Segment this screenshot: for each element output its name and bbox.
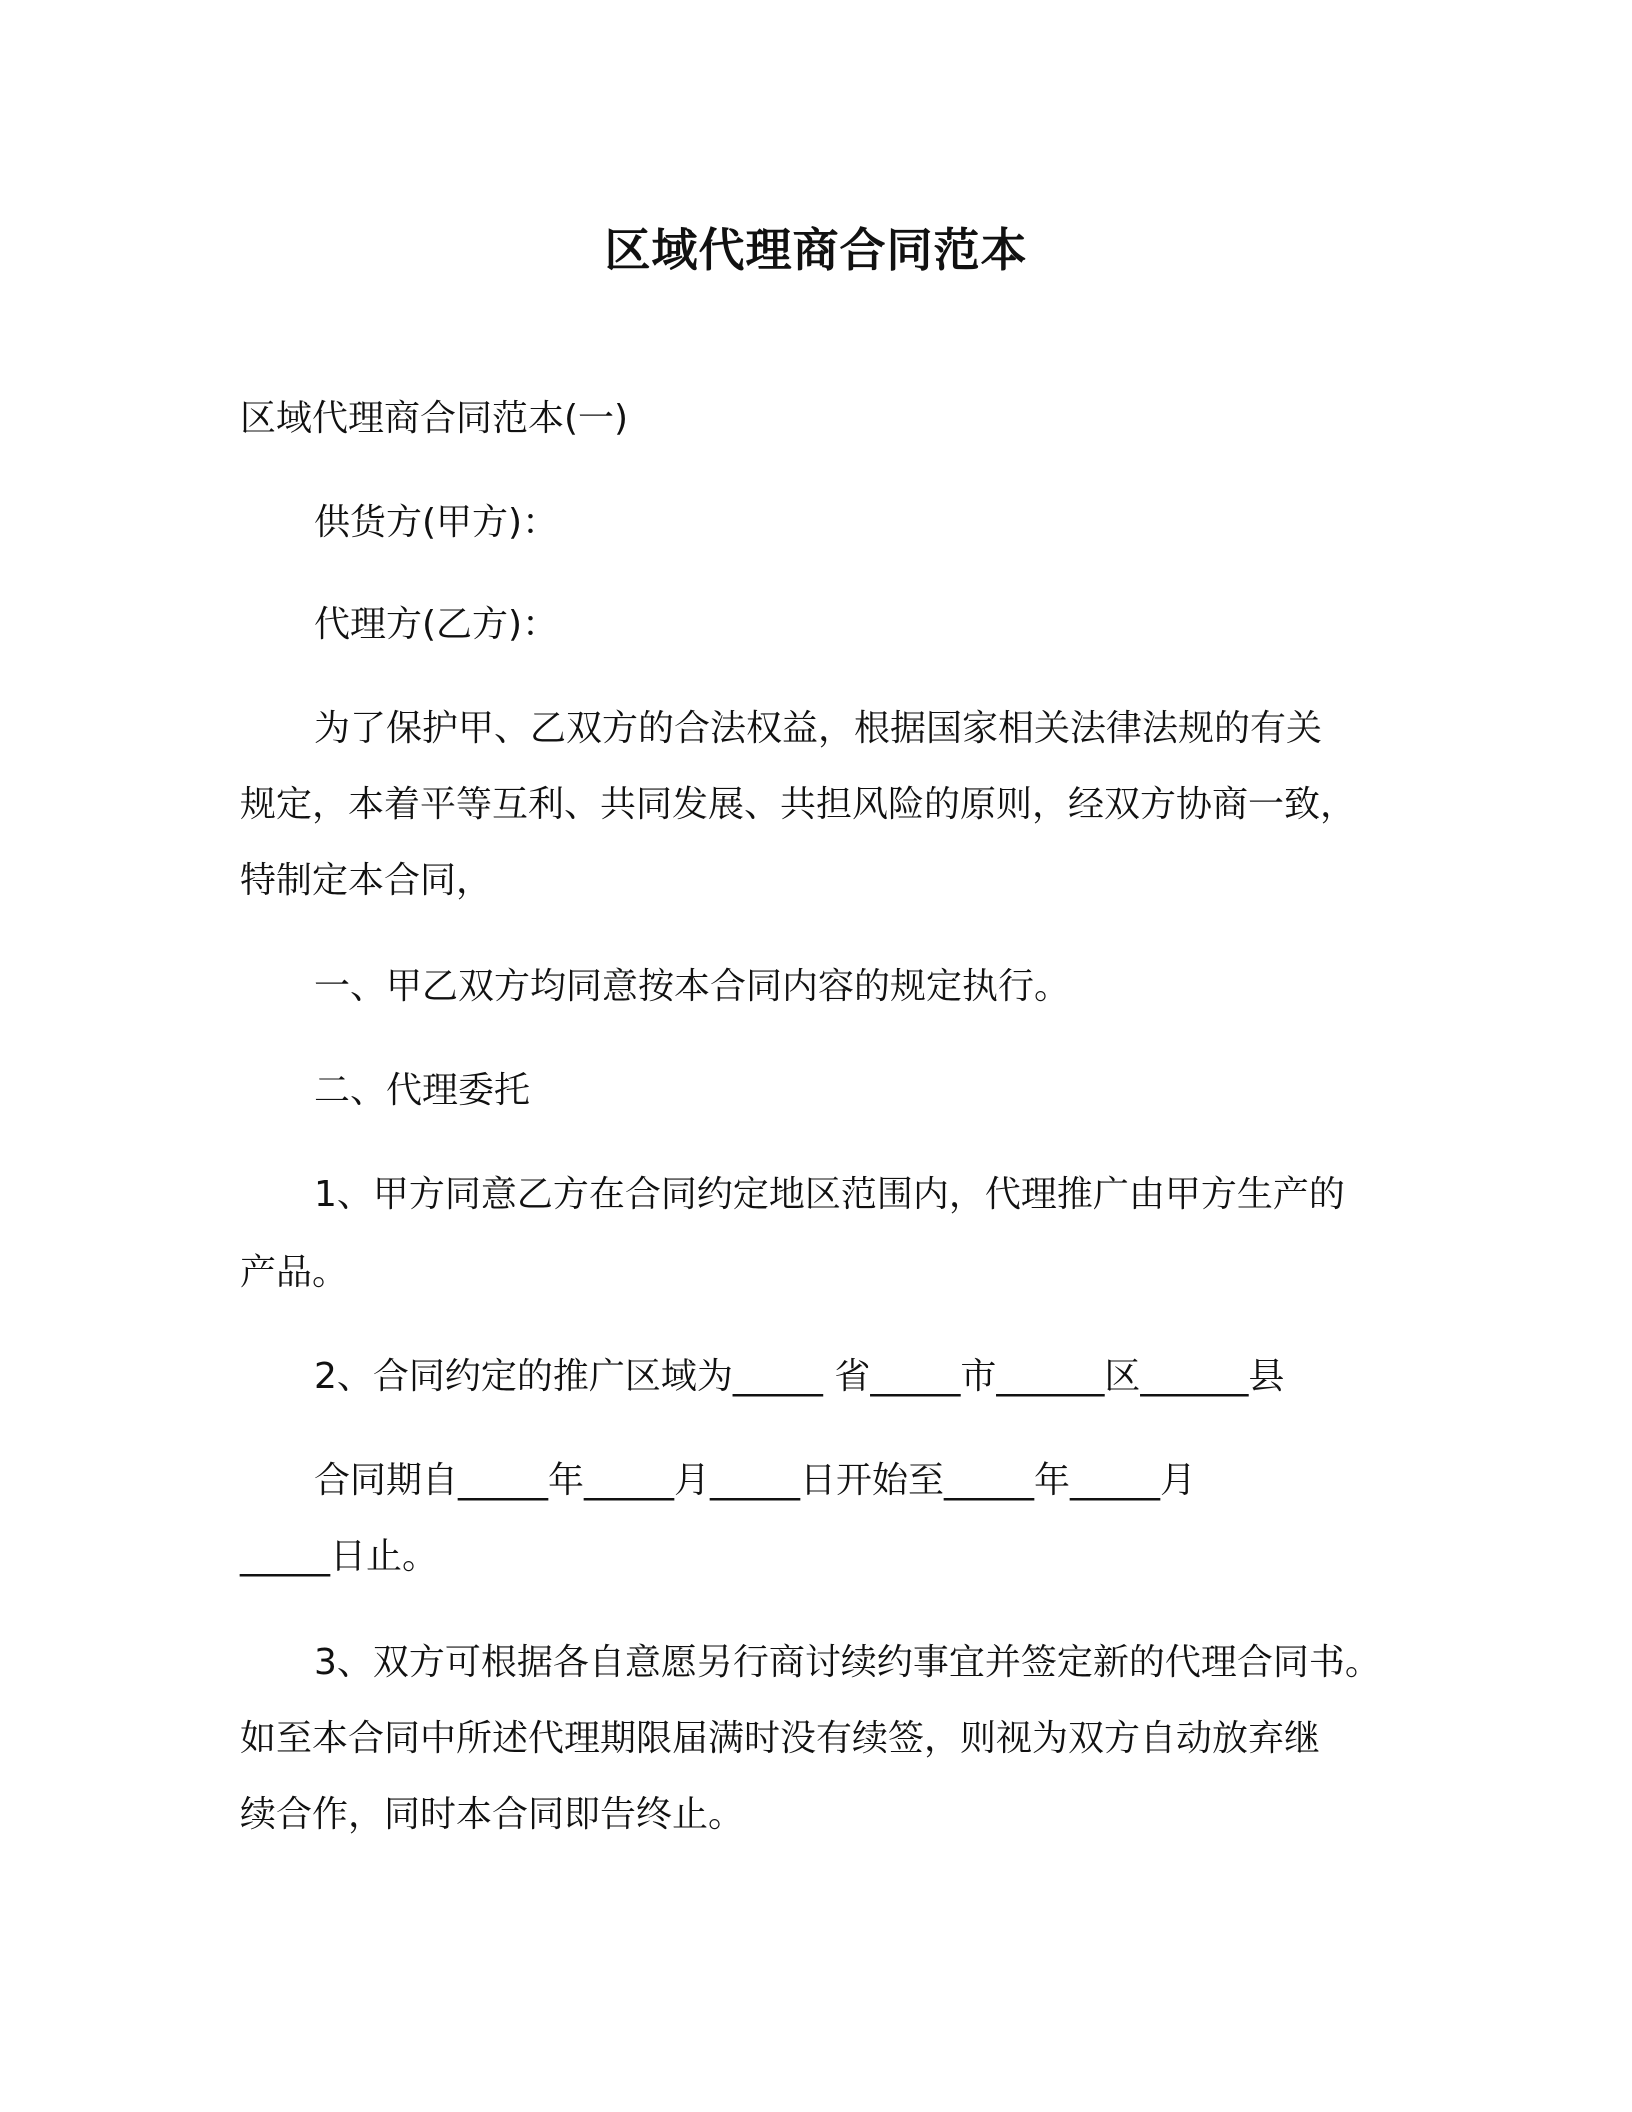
item-2-region: 2、合同约定的推广区域为_____ 省_____市______区______县 [314, 1356, 1285, 1397]
item-3-line-3: 续合作，同时本合同即告终止。 [240, 1794, 745, 1835]
preamble-line-2: 规定，本着平等互利、共同发展、共担风险的原则，经双方协商一致， [240, 784, 1357, 825]
item-1-line-1: 1、甲方同意乙方在合同约定地区范围内，代理推广由甲方生产的 [314, 1174, 1345, 1215]
item-1-line-2: 产品。 [240, 1252, 349, 1293]
contract-period-line-2: _____日止。 [240, 1536, 439, 1577]
supplier-party-line: 供货方(甲方)： [314, 502, 559, 543]
item-3-line-2: 如至本合同中所述代理期限届满时没有续签，则视为双方自动放弃继 [240, 1718, 1321, 1759]
contract-period-line-1: 合同期自_____年_____月_____日开始至_____年_____月 [314, 1460, 1197, 1501]
preamble-line-1: 为了保护甲、乙双方的合法权益，根据国家相关法律法规的有关 [314, 708, 1323, 749]
clause-one: 一、甲乙双方均同意按本合同内容的规定执行。 [314, 966, 1071, 1007]
preamble-line-3: 特制定本合同， [240, 860, 493, 901]
agent-party-line: 代理方(乙方)： [314, 604, 559, 645]
contract-subtitle: 区域代理商合同范本(一) [240, 398, 629, 439]
page-title: 区域代理商合同范本 [604, 223, 1028, 277]
clause-two-heading: 二、代理委托 [314, 1070, 531, 1111]
item-3-line-1: 3、双方可根据各自意愿另行商讨续约事宜并签定新的代理合同书。 [314, 1642, 1381, 1683]
